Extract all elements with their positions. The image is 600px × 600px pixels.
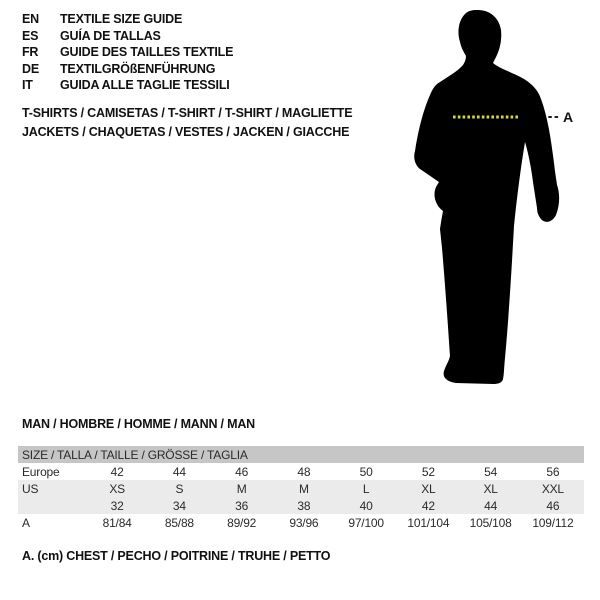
category-line-tshirts: T-SHIRTS / CAMISETAS / T-SHIRT / T-SHIRT / MAGLIETTE — [22, 106, 353, 121]
language-title: GUÍA DE TALLAS — [60, 28, 161, 43]
language-code: EN — [22, 12, 39, 27]
size-cell: 89/92 — [227, 515, 257, 530]
size-cell: 44 — [484, 498, 498, 513]
size-cell: 42 — [421, 498, 435, 513]
language-code: IT — [22, 78, 33, 93]
size-cell: 46 — [235, 464, 249, 479]
size-cell: 40 — [359, 498, 373, 513]
size-cell: 105/108 — [469, 515, 512, 530]
size-cell: 32 — [110, 498, 124, 513]
size-cell: 52 — [421, 464, 435, 479]
man-silhouette-figure — [400, 0, 600, 400]
size-cell: 56 — [546, 464, 560, 479]
size-cell: L — [362, 481, 370, 496]
language-code: DE — [22, 61, 39, 76]
row-label: A — [22, 515, 30, 530]
language-title: TEXTILE SIZE GUIDE — [60, 12, 183, 27]
size-table — [18, 446, 584, 531]
size-cell: XL — [483, 481, 498, 496]
list-item — [22, 28, 233, 45]
size-cell: 54 — [484, 464, 498, 479]
size-cell: 85/88 — [164, 515, 194, 530]
language-code: ES — [22, 28, 39, 43]
language-title: GUIDA ALLE TAGLIE TESSILI — [60, 78, 230, 93]
size-cell: XL — [421, 481, 436, 496]
size-cell: 36 — [235, 498, 249, 513]
list-item — [22, 44, 233, 61]
measurement-label-a: A — [563, 109, 574, 125]
size-cell: S — [175, 481, 184, 496]
size-cell: M — [298, 481, 309, 496]
section-title-man: MAN / HOMBRE / HOMME / MANN / MAN — [22, 417, 255, 431]
list-item — [22, 77, 233, 94]
size-cell: 42 — [110, 464, 124, 479]
man-silhouette-shape — [414, 10, 559, 384]
language-code: FR — [22, 45, 39, 60]
size-cell: XXL — [541, 481, 564, 496]
size-cell: 44 — [172, 464, 186, 479]
size-cell: 34 — [172, 498, 186, 513]
row-label: Europe — [22, 464, 60, 479]
language-title: TEXTILGRÖßENFÜHRUNG — [60, 61, 216, 76]
size-cell: 46 — [546, 498, 560, 513]
language-title-list — [22, 11, 233, 94]
measurement-footnote: A. (cm) CHEST / PECHO / POITRINE / TRUHE / PETTO — [22, 549, 331, 563]
size-cell: XS — [109, 481, 125, 496]
size-cell: M — [236, 481, 247, 496]
size-cell: 93/96 — [289, 515, 319, 530]
table-row-us — [18, 480, 584, 497]
size-cell: 97/100 — [348, 515, 384, 530]
size-cell: 38 — [297, 498, 311, 513]
size-table-header-label: SIZE / TALLA / TAILLE / GRÖSSE / TAGLIA — [22, 447, 248, 462]
table-row-chest-cm — [18, 514, 584, 531]
size-cell: 50 — [359, 464, 373, 479]
category-line-jackets: JACKETS / CHAQUETAS / VESTES / JACKEN / GIACCHE — [22, 124, 350, 139]
size-cell: 101/104 — [407, 515, 450, 530]
man-silhouette-svg — [400, 0, 600, 400]
list-item — [22, 61, 233, 78]
size-table-header — [18, 446, 584, 463]
table-row-us-numeric — [18, 497, 584, 514]
language-title: GUIDE DES TAILLES TEXTILE — [60, 45, 234, 60]
size-cell: 81/84 — [102, 515, 132, 530]
row-label: US — [22, 481, 39, 496]
size-cell: 109/112 — [532, 515, 574, 530]
size-cell: 48 — [297, 464, 311, 479]
garment-categories — [22, 104, 352, 141]
table-row-europe — [18, 463, 584, 480]
list-item — [22, 11, 233, 28]
